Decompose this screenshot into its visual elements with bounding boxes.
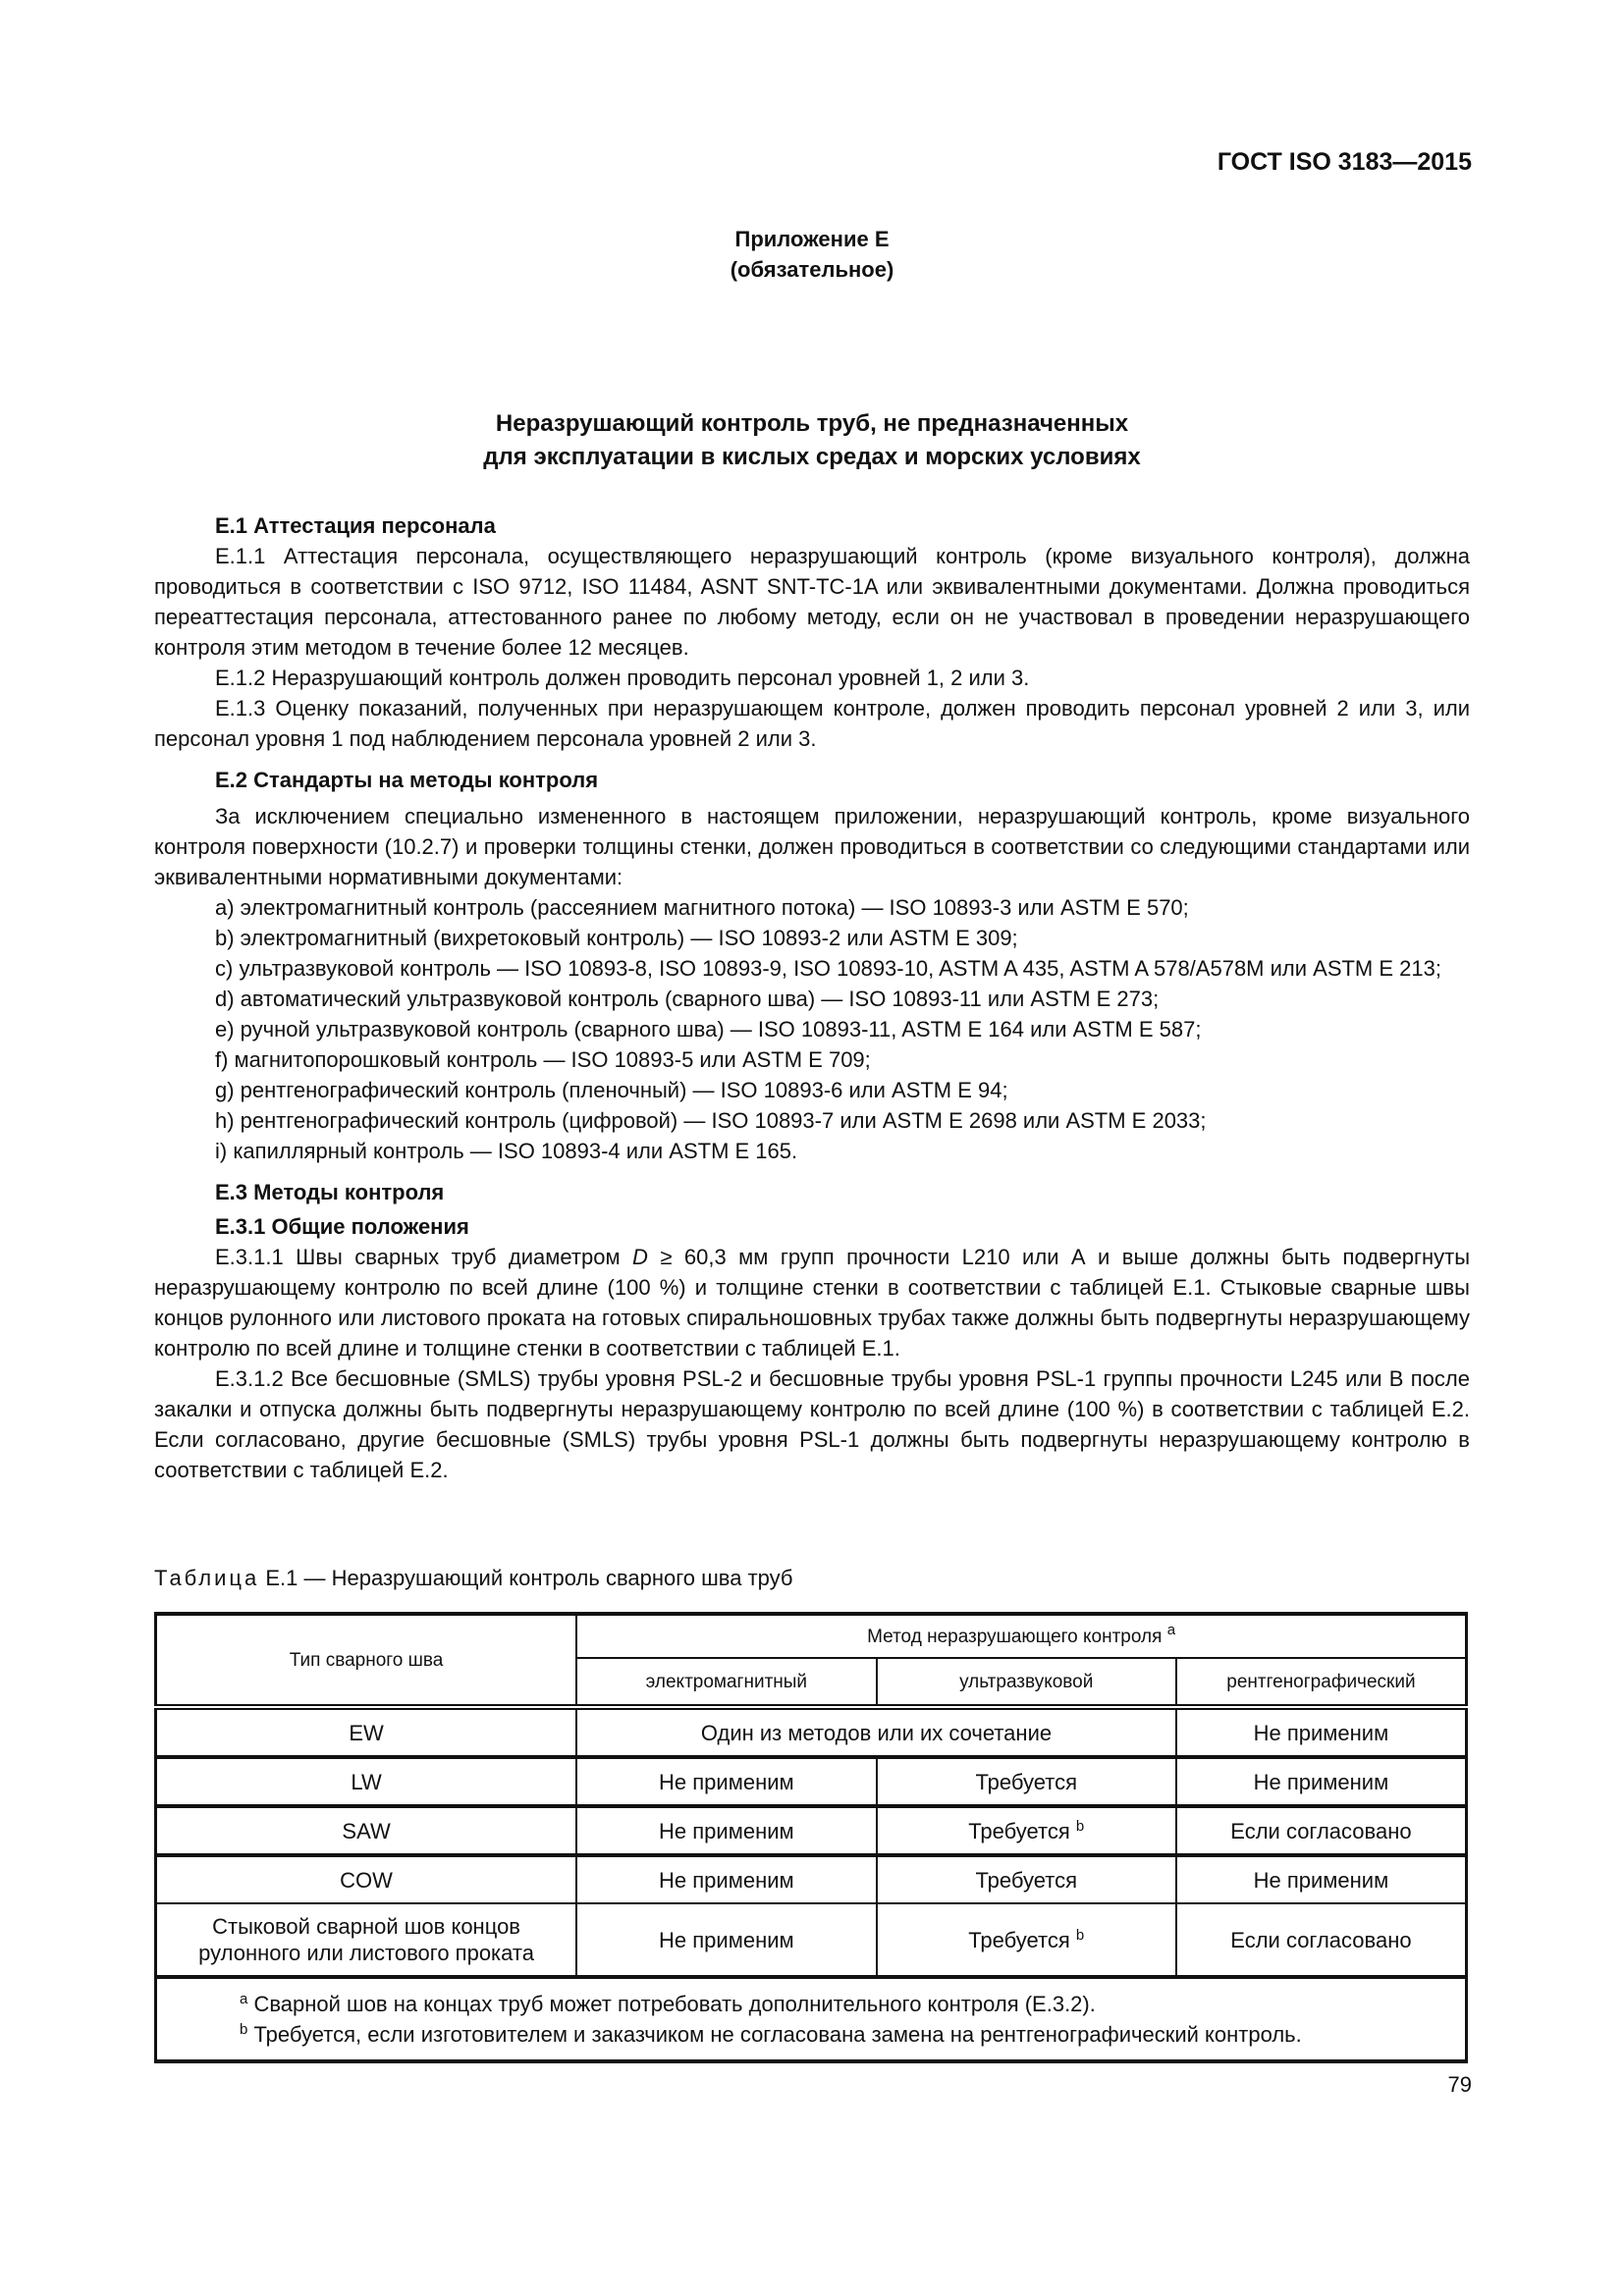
table-caption: Таблица Е.1 — Неразрушающий контроль сварного шва труб bbox=[154, 1566, 793, 1590]
header-ndt-method: Метод неразрушающего контроля $^a$ bbox=[576, 1614, 1466, 1658]
table-row bbox=[156, 1806, 1467, 1855]
annex-status: (обязательное) bbox=[730, 257, 894, 282]
cell-weld-type: Стыковой сварной шов концов рулонного или листового проката bbox=[156, 1903, 577, 1977]
annex-title bbox=[0, 407, 1624, 474]
paragraph-e2-intro: За исключением специально измененного в настоящем приложении, неразрушающий контроль, кроме визуального контроля поверхности (10.2.7) и проверки толщины стенки, должен проводиться в соответствии со следующими стандартами или эквивалентными нормативными документами: bbox=[154, 804, 1470, 889]
document-code: ГОСТ ISO 3183—2015 bbox=[1217, 148, 1472, 176]
list-item-c: c) ультразвуковой контроль — ISO 10893-8, ISO 10893-9, ISO 10893-10, ASTM A 435, ASTM A 578/A578M или ASTM E 213; bbox=[215, 956, 1441, 981]
cell-electromagnetic: Не применим bbox=[576, 1903, 876, 1977]
paragraph-e3-1-1: Е.3.1.1 Швы сварных труб диаметром D ≥ 60,3 мм групп прочности L210 или А и выше должны быть подвергнуты неразрушающему контролю по всей длине (100 %) и толщине стенки в соответствии с таблицей Е.1. Стыковые сварные швы концов рулонного или листового проката на готовых спиральношовных трубах также должны быть подвергнуты неразрушающему контролю по всей длине и толщине стенки в соответствии с таблицей Е.1. bbox=[154, 1245, 1471, 1361]
page-number: 79 bbox=[1447, 2072, 1472, 2097]
list-item-b: b) электромагнитный (вихретоковый контроль) — ISO 10893-2 или ASTM E 309; bbox=[215, 926, 1018, 950]
cell-radiographic: Не применим bbox=[1176, 1855, 1467, 1903]
header-radiographic: рентгенографический bbox=[1176, 1658, 1467, 1707]
title-line-1: Неразрушающий контроль труб, не предназначенных bbox=[495, 410, 1129, 437]
cell-ultrasonic: Требуется bbox=[877, 1757, 1176, 1806]
list-item-i: i) капиллярный контроль — ISO 10893-4 или ASTM E 165. bbox=[215, 1139, 798, 1163]
header-weld-type: Тип сварного шва bbox=[156, 1614, 577, 1707]
table-row bbox=[156, 1855, 1467, 1903]
weld-ndt-table bbox=[154, 1612, 1468, 2063]
cell-weld-type: EW bbox=[156, 1707, 577, 1757]
cell-merged-method: Один из методов или их сочетание bbox=[576, 1707, 1176, 1757]
subsection-heading-e3-1: Е.3.1 Общие положения bbox=[215, 1214, 469, 1239]
diameter-variable: D bbox=[632, 1245, 648, 1269]
cell-weld-type: COW bbox=[156, 1855, 577, 1903]
cell-electromagnetic: Не применим bbox=[576, 1855, 876, 1903]
cell-weld-type: LW bbox=[156, 1757, 577, 1806]
annex-label: Приложение Е bbox=[734, 227, 890, 251]
cell-electromagnetic: Не применим bbox=[576, 1757, 876, 1806]
header-electromagnetic: электромагнитный bbox=[576, 1658, 876, 1707]
paragraph-e1-1: Е.1.1 Аттестация персонала, осуществляющего неразрушающий контроль (кроме визуального контроля), должна проводиться в соответствии с ISO 9712, ISO 11484, ASNT SNT-TC-1A или эквивалентными документами. Должна проводиться переаттестация персонала, аттестованного ранее по любому методу, если он не участвовал в проведении неразрушающего контроля этим методом в течение более 12 месяцев. bbox=[154, 544, 1470, 660]
table-row bbox=[156, 1757, 1467, 1806]
list-item-f: f) магнитопорошковый контроль — ISO 10893-5 или ASTM E 709; bbox=[215, 1047, 871, 1072]
section-heading-e2: Е.2 Стандарты на методы контроля bbox=[215, 768, 599, 792]
title-line-2: для эксплуатации в кислых средах и морских условиях bbox=[483, 444, 1141, 470]
list-item-d: d) автоматический ультразвуковой контроль (сварного шва) — ISO 10893-11 или ASTM E 273; bbox=[215, 987, 1160, 1011]
footnote-b: $^b$ Требуется, если изготовителем и заказчиком не согласована замена на рентгенографический контроль. bbox=[240, 2021, 1302, 2047]
table-row bbox=[156, 1903, 1467, 1977]
cell-radiographic: Не применим bbox=[1176, 1707, 1467, 1757]
paragraph-e1-2: Е.1.2 Неразрушающий контроль должен проводить персонал уровней 1, 2 или 3. bbox=[215, 666, 1030, 690]
paragraph-e1-3: Е.1.3 Оценку показаний, полученных при неразрушающем контроле, должен проводить персонал уровней 2 или 3, или персонал уровня 1 под наблюдением персонала уровней 2 или 3. bbox=[154, 696, 1470, 751]
table-footnotes bbox=[156, 1977, 1467, 2061]
footnote-a: $^a$ Сварной шов на концах труб может потребовать дополнительного контроля (Е.3.2). bbox=[240, 1991, 1096, 2016]
list-item-a: a) электромагнитный контроль (рассеянием магнитного потока) — ISO 10893-3 или ASTM E 570; bbox=[215, 895, 1189, 920]
cell-ultrasonic: Требуется $^b$ bbox=[877, 1903, 1176, 1977]
section-heading-e3: Е.3 Методы контроля bbox=[215, 1180, 445, 1204]
cell-radiographic: Не применим bbox=[1176, 1757, 1467, 1806]
footnote-ref-b: b bbox=[1075, 1817, 1085, 1835]
section-heading-e1: Е.1 Аттестация персонала bbox=[215, 513, 496, 538]
table-row bbox=[156, 1707, 1467, 1757]
list-item-h: h) рентгенографический контроль (цифровой) — ISO 10893-7 или ASTM E 2698 или ASTM E 2033; bbox=[215, 1108, 1207, 1133]
cell-radiographic: Если согласовано bbox=[1176, 1806, 1467, 1855]
header-ultrasonic: ультразвуковой bbox=[877, 1658, 1176, 1707]
annex-heading bbox=[0, 224, 1624, 285]
document-body bbox=[154, 510, 1470, 1485]
cell-electromagnetic: Не применим bbox=[576, 1806, 876, 1855]
cell-weld-type: SAW bbox=[156, 1806, 577, 1855]
cell-ultrasonic: Требуется bbox=[877, 1855, 1176, 1903]
paragraph-e3-1-2: Е.3.1.2 Все бесшовные (SMLS) трубы уровня PSL-2 и бесшовные трубы уровня PSL-1 группы прочности L245 или В после закалки и отпуска должны быть подвергнуты неразрушающему контролю по всей длине (100 %) в соответствии с таблицей Е.2. Если согласовано, другие бесшовные (SMLS) трубы уровня PSL-1 должны быть подвергнуты неразрушающему контролю в соответствии с таблицей Е.2. bbox=[154, 1366, 1470, 1482]
list-item-e: e) ручной ультразвуковой контроль (сварного шва) — ISO 10893-11, ASTM E 164 или ASTM E 587; bbox=[215, 1017, 1202, 1041]
list-item-g: g) рентгенографический контроль (пленочный) — ISO 10893-6 или ASTM E 94; bbox=[215, 1078, 1008, 1102]
cell-radiographic: Если согласовано bbox=[1176, 1903, 1467, 1977]
cell-ultrasonic: Требуется $^b$ bbox=[877, 1806, 1176, 1855]
footnote-ref-b: b bbox=[1075, 1926, 1085, 1944]
